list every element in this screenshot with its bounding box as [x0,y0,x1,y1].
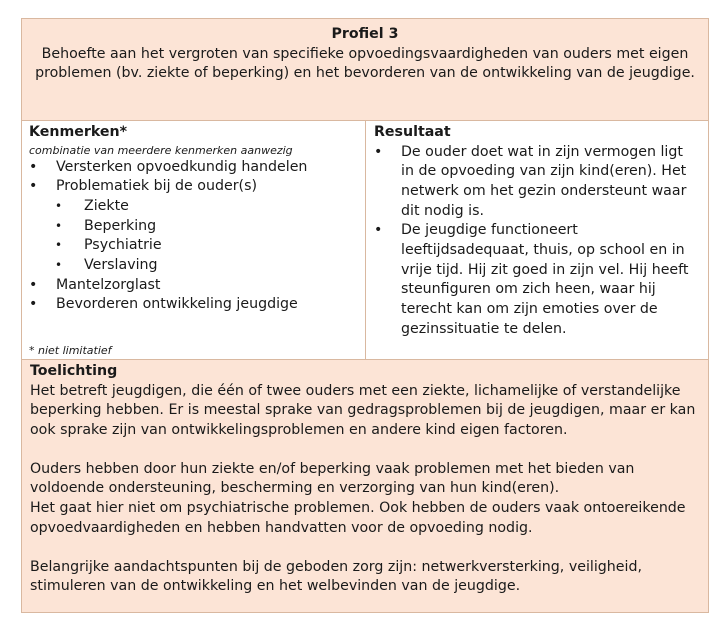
list-item: • Problematiek bij de ouder(s) [29,177,365,197]
toelichting-paragraph: Het betreft jeugdigen, die één of twee ouders met een ziekte, lichamelijke of verstandelijke beperking hebben. Er is meestal sprake van gedragsproblemen bij de jeugdigen, maar er kan ook sprake zijn van ontwikkelingsproblemen en andere kind eigen factoren. [30,382,696,438]
kenmerken-heading: Kenmerken* [29,124,128,140]
footnote: * niet limitatief [29,344,112,357]
details-row [22,121,708,360]
bullet-icon: • [29,158,38,175]
profile-title: Profiel 3 [331,26,399,42]
bullet-icon: • [55,218,63,233]
bullet-icon: • [55,238,63,253]
bullet-icon: • [29,276,38,293]
list-item: • Versterken opvoedkundig handelen [29,158,365,178]
toelichting-heading: Toelichting [30,363,118,379]
sub-list-item: • Ziekte [29,197,365,217]
bullet-icon: • [29,296,38,313]
sub-list-item: • Verslaving [29,256,365,276]
kenmerken-note: combinatie van meerdere kenmerken aanwezig [29,143,293,157]
toelichting-paragraph: Ouders hebben door hun ziekte en/of beperking vaak problemen met het bieden van voldoende ondersteuning, bescherming en verzorging van hun kind(eren). [30,460,635,497]
sub-list-item: • Beperking [29,217,365,237]
toelichting-cell [22,360,708,612]
list-item: • De jeugdige functioneert leeftijdsadequaat, thuis, op school en in vrije tijd. Hij zit goed in zijn vel. Hij heeft steunfiguren om zich heen, waar hij terecht kan om zijn emoties over de gezinssituatie te delen. [374,222,689,337]
list-item: • Mantelzorglast [29,276,365,296]
resultaat-cell [366,121,708,359]
toelichting-paragraph: Het gaat hier niet om psychiatrische problemen. Ook hebben de ouders vaak ontoereikende opvoedvaardigheden en hebben handvatten voor de opvoeding nodig. [30,500,686,536]
kenmerken-cell [22,121,366,359]
profile-subtitle: Behoefte aan het vergroten van specifieke opvoedingsvaardigheden van ouders met eigen problemen (bv. ziekte of beperking) en het bevorderen van de ontwikkeling van de jeugdige. [35,45,695,81]
resultaat-heading: Resultaat [374,124,451,140]
toelichting-paragraph: Belangrijke aandachtspunten bij de geboden zorg zijn: netwerkversterking, veiligheid, stimuleren van de ontwikkeling en het welbevinden van de jeugdige. [30,558,642,595]
profile-header [22,19,708,121]
profile-table [21,18,709,613]
resultaat-list [374,143,700,340]
bullet-icon: • [374,222,383,239]
bullet-icon: • [29,178,38,195]
bullet-icon: • [55,258,63,273]
sub-list-item: • Psychiatrie [29,236,365,256]
list-item: • Bevorderen ontwikkeling jeugdige [29,295,365,315]
list-item: • De ouder doet wat in zijn vermogen ligt in de opvoeding van zijn kind(eren). Het netwerk om het gezin ondersteunt waar dit nodig is. [374,143,687,219]
kenmerken-list [29,158,365,316]
bullet-icon: • [55,198,63,213]
bullet-icon: • [374,143,383,160]
